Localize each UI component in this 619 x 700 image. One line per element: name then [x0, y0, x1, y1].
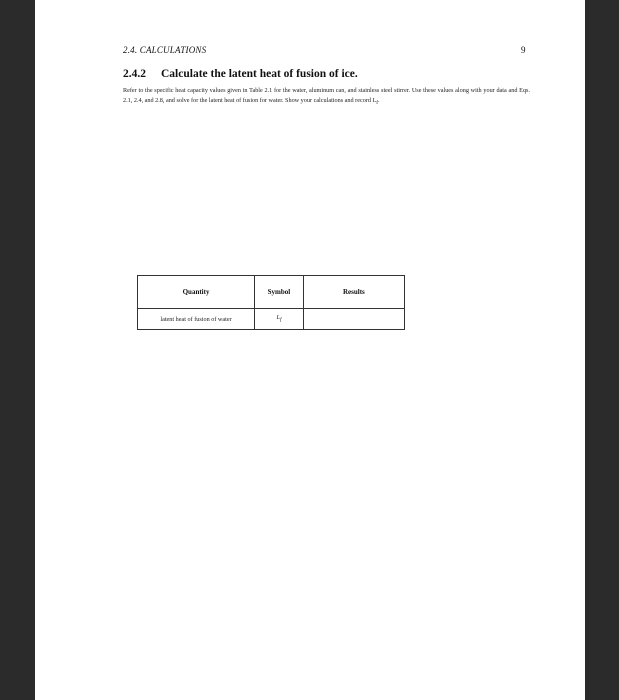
section-number: 2.4.2: [123, 68, 146, 80]
instructions-subscript: f: [376, 99, 378, 106]
header-symbol: Symbol: [255, 276, 304, 309]
page-number: 9: [521, 45, 526, 55]
cell-result[interactable]: [303, 309, 404, 330]
viewer-left-margin: [0, 0, 35, 700]
instructions-paragraph: [123, 86, 530, 108]
header-results: Results: [303, 276, 404, 309]
viewer-right-margin: [585, 0, 619, 700]
cell-symbol: [255, 309, 304, 330]
section-title: Calculate the latent heat of fusion of ice.: [161, 68, 358, 80]
table-row: [138, 309, 405, 330]
instructions-text: Refer to the specific heat capacity values given in Table 2.1 for the water, aluminum can, and stainless steel stirrer. Use these values along with your data and Eqs. 2.1, 2.4, and 2.8, and solve for the latent heat of fusion for water. Show your calculations and record L: [123, 87, 530, 104]
table-header-row: [138, 276, 405, 309]
cell-quantity: latent heat of fusion of water: [138, 309, 255, 330]
running-head: 2.4. CALCULATIONS: [123, 45, 207, 55]
header-quantity: Quantity: [138, 276, 255, 309]
document-page: [35, 0, 585, 700]
symbol-letter: L: [276, 314, 280, 322]
section-heading: [123, 68, 358, 80]
results-table: [137, 275, 405, 330]
symbol-subscript: f: [279, 317, 282, 324]
instructions-period: .: [378, 96, 380, 104]
